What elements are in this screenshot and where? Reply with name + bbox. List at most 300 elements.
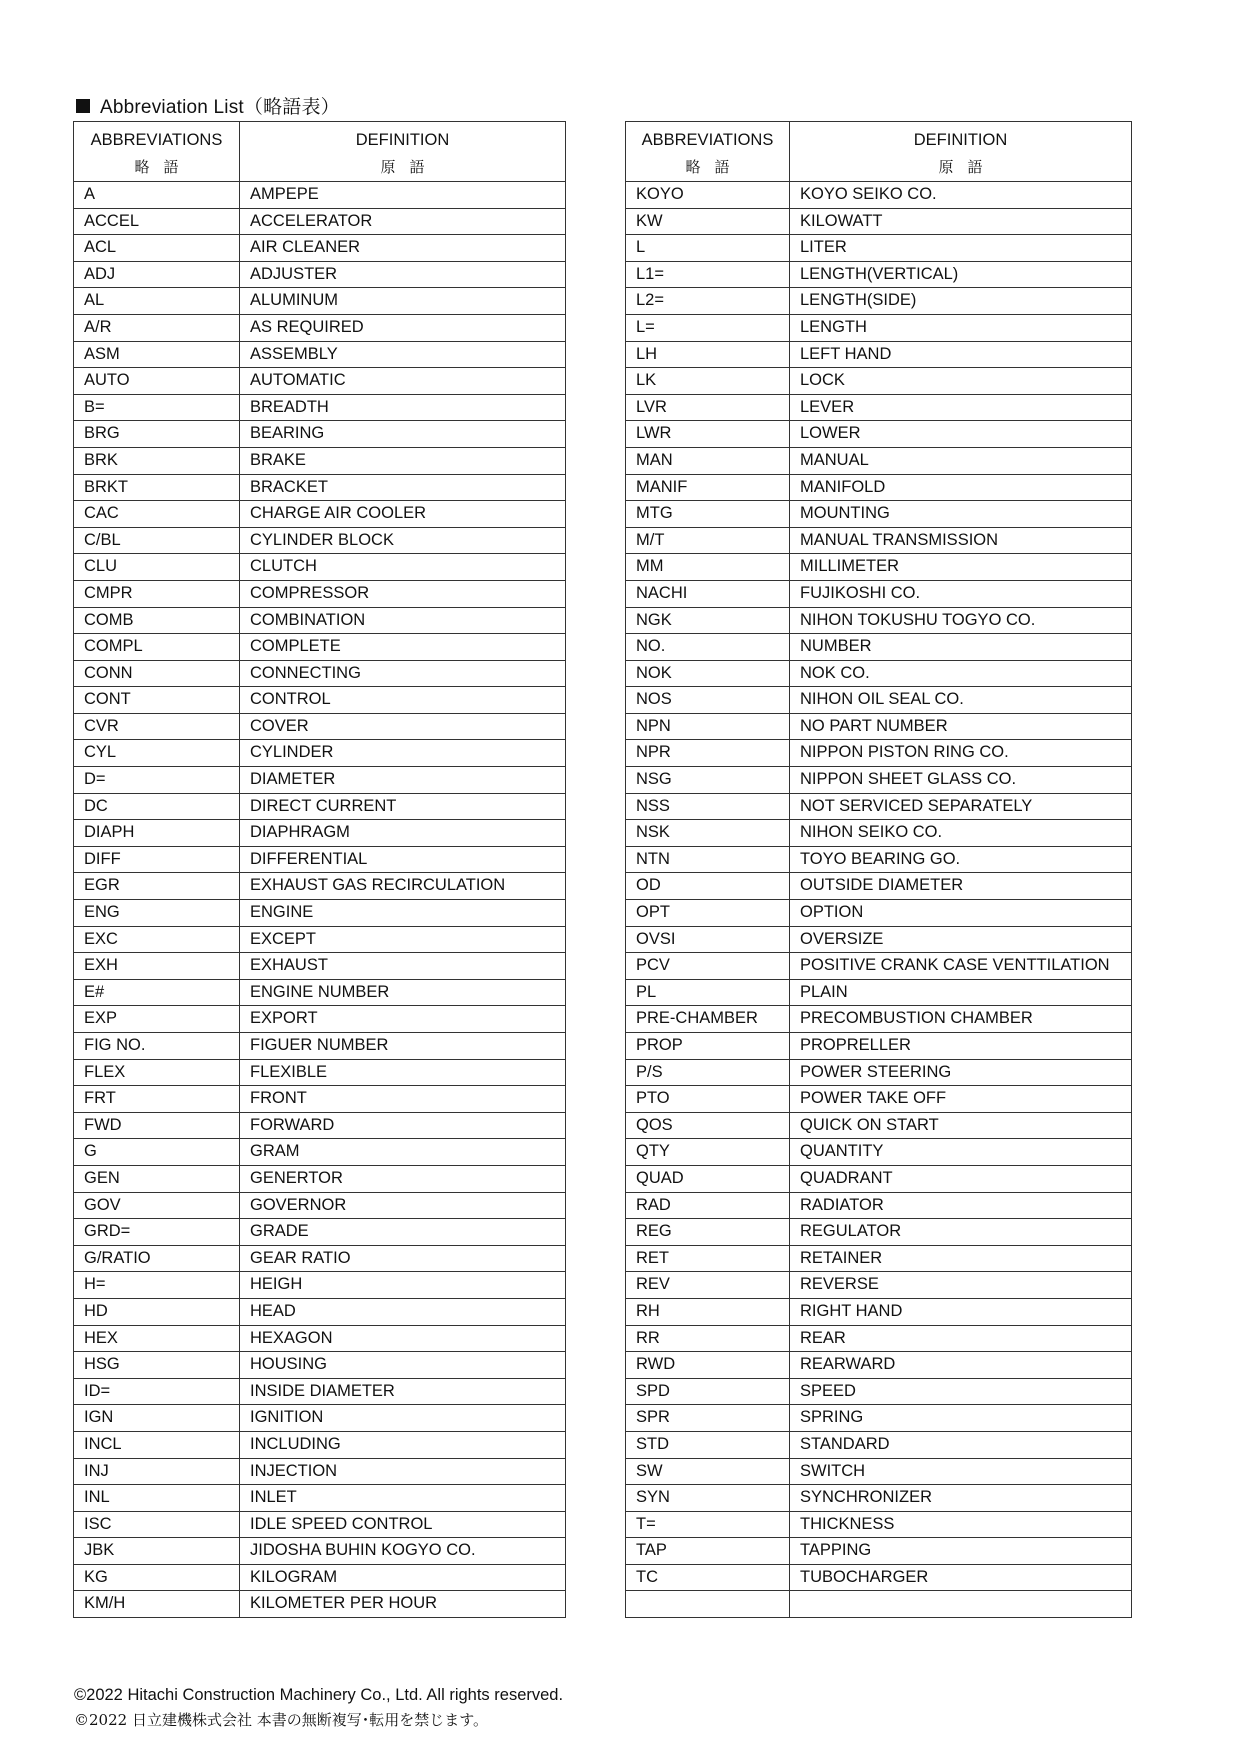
definition-cell: GRADE bbox=[240, 1219, 566, 1246]
definition-cell: LEVER bbox=[790, 394, 1132, 421]
table-row bbox=[626, 580, 1132, 607]
abbreviation-cell: ENG bbox=[74, 900, 240, 927]
abbreviation-cell: CONT bbox=[74, 687, 240, 714]
abbreviation-cell: D= bbox=[74, 767, 240, 794]
abbreviation-cell: EXH bbox=[74, 953, 240, 980]
abbreviation-cell: G bbox=[74, 1139, 240, 1166]
abbreviation-cell: NGK bbox=[626, 607, 790, 634]
abbreviation-cell: SYN bbox=[626, 1485, 790, 1512]
table-row bbox=[626, 421, 1132, 448]
definition-cell: MANUAL bbox=[790, 447, 1132, 474]
abbreviation-cell: G/RATIO bbox=[74, 1245, 240, 1272]
table-row bbox=[626, 1086, 1132, 1113]
definition-cell: FUJIKOSHI CO. bbox=[790, 580, 1132, 607]
table-row bbox=[74, 793, 566, 820]
abbreviation-cell: MM bbox=[626, 554, 790, 581]
table-row bbox=[74, 900, 566, 927]
definition-cell: SYNCHRONIZER bbox=[790, 1485, 1132, 1512]
table-row bbox=[74, 288, 566, 315]
table-row bbox=[74, 1564, 566, 1591]
abbreviation-cell: KG bbox=[74, 1564, 240, 1591]
definition-cell: MOUNTING bbox=[790, 501, 1132, 528]
table-row bbox=[74, 1298, 566, 1325]
page-title-text: Abbreviation List（略語表） bbox=[100, 97, 340, 118]
table-row bbox=[74, 687, 566, 714]
abbreviation-cell: P/S bbox=[626, 1059, 790, 1086]
square-bullet-icon bbox=[76, 99, 90, 113]
table-row bbox=[74, 1219, 566, 1246]
table-row bbox=[626, 208, 1132, 235]
definition-cell: RETAINER bbox=[790, 1245, 1132, 1272]
abbreviation-cell: L= bbox=[626, 314, 790, 341]
abbreviation-cell: ACCEL bbox=[74, 208, 240, 235]
abbreviation-cell: COMPL bbox=[74, 634, 240, 661]
abbreviation-cell: C/BL bbox=[74, 527, 240, 554]
abbreviation-cell: EXC bbox=[74, 926, 240, 953]
table-row bbox=[74, 208, 566, 235]
table-row bbox=[74, 607, 566, 634]
abbreviation-cell: NPN bbox=[626, 713, 790, 740]
definition-cell: FIGUER NUMBER bbox=[240, 1033, 566, 1060]
definition-cell: IDLE SPEED CONTROL bbox=[240, 1511, 566, 1538]
abbreviation-cell: CYL bbox=[74, 740, 240, 767]
table-row bbox=[626, 182, 1132, 209]
definition-cell: DIFFERENTIAL bbox=[240, 846, 566, 873]
definition-cell: NOK CO. bbox=[790, 660, 1132, 687]
table-row bbox=[74, 394, 566, 421]
table-row bbox=[74, 820, 566, 847]
header-definition-ja: 原語 bbox=[938, 158, 997, 177]
definition-cell: ENGINE NUMBER bbox=[240, 979, 566, 1006]
definition-cell: PRECOMBUSTION CHAMBER bbox=[790, 1006, 1132, 1033]
copyright-ja: ©2022 日立建機株式会社 本書の無断複写･転用を禁じます。 bbox=[74, 1711, 489, 1729]
definition-cell: KILOWATT bbox=[790, 208, 1132, 235]
abbreviation-cell: NACHI bbox=[626, 580, 790, 607]
abbreviation-cell: CVR bbox=[74, 713, 240, 740]
definition-cell: THICKNESS bbox=[790, 1511, 1132, 1538]
abbreviation-cell: ADJ bbox=[74, 261, 240, 288]
definition-cell: REGULATOR bbox=[790, 1219, 1132, 1246]
header-definition-en: DEFINITION bbox=[355, 130, 450, 149]
abbreviation-cell: RH bbox=[626, 1298, 790, 1325]
abbreviation-cell: NSG bbox=[626, 767, 790, 794]
abbreviation-cell: A bbox=[74, 182, 240, 209]
definition-cell: KILOMETER PER HOUR bbox=[240, 1591, 566, 1618]
definition-cell: BRAKE bbox=[240, 447, 566, 474]
definition-cell: TUBOCHARGER bbox=[790, 1564, 1132, 1591]
table-row bbox=[626, 1219, 1132, 1246]
abbreviation-cell: NOS bbox=[626, 687, 790, 714]
abbreviation-cell: M/T bbox=[626, 527, 790, 554]
definition-cell: COMPRESSOR bbox=[240, 580, 566, 607]
table-row bbox=[626, 447, 1132, 474]
definition-cell: OVERSIZE bbox=[790, 926, 1132, 953]
definition-cell: EXPORT bbox=[240, 1006, 566, 1033]
definition-cell: TOYO BEARING GO. bbox=[790, 846, 1132, 873]
table-row bbox=[626, 634, 1132, 661]
abbreviation-cell: NSK bbox=[626, 820, 790, 847]
table-row bbox=[74, 341, 566, 368]
definition-cell: CLUTCH bbox=[240, 554, 566, 581]
table-row bbox=[626, 554, 1132, 581]
table-row bbox=[626, 1458, 1132, 1485]
table-row bbox=[626, 1431, 1132, 1458]
abbreviation-cell: PTO bbox=[626, 1086, 790, 1113]
abbreviation-cell: OVSI bbox=[626, 926, 790, 953]
header-abbreviations bbox=[626, 122, 790, 182]
table-row bbox=[626, 1139, 1132, 1166]
table-row bbox=[626, 1112, 1132, 1139]
header-abbreviations-ja: 略語 bbox=[134, 158, 193, 177]
definition-cell: QUADRANT bbox=[790, 1165, 1132, 1192]
abbreviation-cell: LK bbox=[626, 368, 790, 395]
table-row bbox=[74, 953, 566, 980]
definition-cell: HEAD bbox=[240, 1298, 566, 1325]
header-definition-ja: 原語 bbox=[380, 158, 439, 177]
table-row bbox=[74, 660, 566, 687]
definition-cell: BEARING bbox=[240, 421, 566, 448]
header-definition-en: DEFINITION bbox=[913, 130, 1008, 149]
definition-cell: CYLINDER bbox=[240, 740, 566, 767]
definition-cell: NUMBER bbox=[790, 634, 1132, 661]
table-row bbox=[626, 341, 1132, 368]
definition-cell: SPRING bbox=[790, 1405, 1132, 1432]
header-abbreviations-en: ABBREVIATIONS bbox=[641, 130, 774, 149]
definition-cell: LENGTH bbox=[790, 314, 1132, 341]
definition-cell: LOWER bbox=[790, 421, 1132, 448]
table-row bbox=[626, 926, 1132, 953]
table-row bbox=[74, 873, 566, 900]
table-row bbox=[74, 767, 566, 794]
table-row bbox=[626, 1245, 1132, 1272]
table-row bbox=[626, 261, 1132, 288]
definition-cell: GEAR RATIO bbox=[240, 1245, 566, 1272]
definition-cell: SWITCH bbox=[790, 1458, 1132, 1485]
table-row bbox=[626, 1564, 1132, 1591]
table-row bbox=[74, 261, 566, 288]
table-row bbox=[74, 1538, 566, 1565]
table-row bbox=[74, 1458, 566, 1485]
table-row bbox=[626, 953, 1132, 980]
table-row bbox=[74, 447, 566, 474]
definition-cell: NIHON TOKUSHU TOGYO CO. bbox=[790, 607, 1132, 634]
abbreviation-cell: NOK bbox=[626, 660, 790, 687]
abbreviation-cell: HEX bbox=[74, 1325, 240, 1352]
definition-cell: DIAMETER bbox=[240, 767, 566, 794]
table-row bbox=[626, 1059, 1132, 1086]
abbreviation-cell: HD bbox=[74, 1298, 240, 1325]
abbreviation-cell: L1= bbox=[626, 261, 790, 288]
definition-cell bbox=[790, 1591, 1132, 1618]
definition-cell: NIPPON PISTON RING CO. bbox=[790, 740, 1132, 767]
abbreviation-cell: REG bbox=[626, 1219, 790, 1246]
definition-cell: IGNITION bbox=[240, 1405, 566, 1432]
definition-cell: GOVERNOR bbox=[240, 1192, 566, 1219]
table-row bbox=[74, 1245, 566, 1272]
abbreviation-cell: B= bbox=[74, 394, 240, 421]
abbreviation-cell: CAC bbox=[74, 501, 240, 528]
abbreviation-cell: L2= bbox=[626, 288, 790, 315]
abbreviation-cell: DC bbox=[74, 793, 240, 820]
definition-cell: OPTION bbox=[790, 900, 1132, 927]
table-row bbox=[74, 1352, 566, 1379]
table-row bbox=[74, 979, 566, 1006]
definition-cell: CYLINDER BLOCK bbox=[240, 527, 566, 554]
definition-cell: COMBINATION bbox=[240, 607, 566, 634]
definition-cell: AMPEPE bbox=[240, 182, 566, 209]
table-row bbox=[74, 1591, 566, 1618]
table-body-right bbox=[626, 182, 1132, 1618]
definition-cell: MILLIMETER bbox=[790, 554, 1132, 581]
abbreviation-cell: IGN bbox=[74, 1405, 240, 1432]
table-row bbox=[626, 288, 1132, 315]
definition-cell: FORWARD bbox=[240, 1112, 566, 1139]
table-row bbox=[626, 820, 1132, 847]
abbreviation-cell: T= bbox=[626, 1511, 790, 1538]
header-abbreviations bbox=[74, 122, 240, 182]
abbreviation-cell: QUAD bbox=[626, 1165, 790, 1192]
definition-cell: RIGHT HAND bbox=[790, 1298, 1132, 1325]
table-row bbox=[626, 979, 1132, 1006]
table-row bbox=[626, 314, 1132, 341]
abbreviation-cell: CMPR bbox=[74, 580, 240, 607]
header-abbreviations-en: ABBREVIATIONS bbox=[90, 130, 223, 149]
definition-cell: HOUSING bbox=[240, 1352, 566, 1379]
abbreviation-cell: INCL bbox=[74, 1431, 240, 1458]
table-row bbox=[626, 607, 1132, 634]
definition-cell: LEFT HAND bbox=[790, 341, 1132, 368]
table-row bbox=[626, 1006, 1132, 1033]
abbreviation-cell: EXP bbox=[74, 1006, 240, 1033]
definition-cell: INLET bbox=[240, 1485, 566, 1512]
abbreviation-cell: RR bbox=[626, 1325, 790, 1352]
table-row bbox=[74, 1272, 566, 1299]
abbreviation-cell: OD bbox=[626, 873, 790, 900]
abbreviation-cell: DIAPH bbox=[74, 820, 240, 847]
table-row bbox=[626, 846, 1132, 873]
table-header-row bbox=[626, 122, 1132, 182]
abbreviation-cell: BRKT bbox=[74, 474, 240, 501]
table-row bbox=[626, 235, 1132, 262]
abbreviation-cell: OPT bbox=[626, 900, 790, 927]
definition-cell: EXCEPT bbox=[240, 926, 566, 953]
definition-cell: COMPLETE bbox=[240, 634, 566, 661]
definition-cell: INCLUDING bbox=[240, 1431, 566, 1458]
abbreviation-cell: KW bbox=[626, 208, 790, 235]
table-row bbox=[74, 554, 566, 581]
abbreviation-cell: PROP bbox=[626, 1033, 790, 1060]
table-row bbox=[626, 1325, 1132, 1352]
definition-cell: POSITIVE CRANK CASE VENTTILATION bbox=[790, 953, 1132, 980]
definition-cell: REVERSE bbox=[790, 1272, 1132, 1299]
table-row bbox=[74, 368, 566, 395]
abbreviation-cell: NO. bbox=[626, 634, 790, 661]
table-row bbox=[74, 1378, 566, 1405]
table-row bbox=[626, 527, 1132, 554]
abbreviation-cell: MTG bbox=[626, 501, 790, 528]
abbreviation-cell: ISC bbox=[74, 1511, 240, 1538]
abbreviation-cell: A/R bbox=[74, 314, 240, 341]
table-row bbox=[626, 900, 1132, 927]
table-row bbox=[626, 474, 1132, 501]
copyright-en: ©2022 Hitachi Construction Machinery Co., Ltd. All rights reserved. bbox=[74, 1686, 564, 1704]
table-row bbox=[626, 873, 1132, 900]
definition-cell: HEIGH bbox=[240, 1272, 566, 1299]
table-row bbox=[626, 660, 1132, 687]
definition-cell: DIAPHRAGM bbox=[240, 820, 566, 847]
abbreviation-cell: MANIF bbox=[626, 474, 790, 501]
table-row bbox=[626, 501, 1132, 528]
abbreviation-cell: BRG bbox=[74, 421, 240, 448]
table-row bbox=[74, 1431, 566, 1458]
abbreviation-cell: NSS bbox=[626, 793, 790, 820]
abbreviation-cell: HSG bbox=[74, 1352, 240, 1379]
table-row bbox=[626, 1538, 1132, 1565]
definition-cell: AIR CLEANER bbox=[240, 235, 566, 262]
table-row bbox=[74, 1192, 566, 1219]
table-row bbox=[74, 235, 566, 262]
definition-cell: LITER bbox=[790, 235, 1132, 262]
definition-cell: CONNECTING bbox=[240, 660, 566, 687]
definition-cell: NO PART NUMBER bbox=[790, 713, 1132, 740]
page-title bbox=[76, 92, 340, 119]
table-row bbox=[74, 1086, 566, 1113]
table-row bbox=[74, 1033, 566, 1060]
abbreviation-cell bbox=[626, 1591, 790, 1618]
definition-cell: AUTOMATIC bbox=[240, 368, 566, 395]
abbreviation-cell: AUTO bbox=[74, 368, 240, 395]
definition-cell: LENGTH(VERTICAL) bbox=[790, 261, 1132, 288]
abbreviation-cell: L bbox=[626, 235, 790, 262]
abbreviation-cell: CONN bbox=[74, 660, 240, 687]
abbreviation-cell: REV bbox=[626, 1272, 790, 1299]
table-row bbox=[74, 421, 566, 448]
abbreviation-cell: MAN bbox=[626, 447, 790, 474]
table-row bbox=[74, 1006, 566, 1033]
definition-cell: REAR bbox=[790, 1325, 1132, 1352]
abbreviation-cell: QTY bbox=[626, 1139, 790, 1166]
definition-cell: LOCK bbox=[790, 368, 1132, 395]
abbreviation-cell: GOV bbox=[74, 1192, 240, 1219]
definition-cell: RADIATOR bbox=[790, 1192, 1132, 1219]
abbreviation-cell: QOS bbox=[626, 1112, 790, 1139]
abbreviation-cell: H= bbox=[74, 1272, 240, 1299]
table-row bbox=[626, 394, 1132, 421]
table-row bbox=[74, 501, 566, 528]
table-body-left bbox=[74, 182, 566, 1618]
table-row bbox=[74, 314, 566, 341]
abbreviation-cell: GRD= bbox=[74, 1219, 240, 1246]
definition-cell: NOT SERVICED SEPARATELY bbox=[790, 793, 1132, 820]
header-definition bbox=[790, 122, 1132, 182]
definition-cell: NIHON OIL SEAL CO. bbox=[790, 687, 1132, 714]
table-row bbox=[626, 740, 1132, 767]
abbreviation-cell: CLU bbox=[74, 554, 240, 581]
definition-cell: SPEED bbox=[790, 1378, 1132, 1405]
abbreviation-cell: PRE-CHAMBER bbox=[626, 1006, 790, 1033]
abbreviation-cell: ID= bbox=[74, 1378, 240, 1405]
abbreviation-cell: TC bbox=[626, 1564, 790, 1591]
table-row bbox=[626, 713, 1132, 740]
definition-cell: KILOGRAM bbox=[240, 1564, 566, 1591]
abbreviation-cell: SPR bbox=[626, 1405, 790, 1432]
abbreviation-cell: GEN bbox=[74, 1165, 240, 1192]
definition-cell: GENERTOR bbox=[240, 1165, 566, 1192]
abbreviation-cell: KM/H bbox=[74, 1591, 240, 1618]
definition-cell: NIHON SEIKO CO. bbox=[790, 820, 1132, 847]
table-row bbox=[626, 1033, 1132, 1060]
definition-cell: ASSEMBLY bbox=[240, 341, 566, 368]
definition-cell: POWER STEERING bbox=[790, 1059, 1132, 1086]
definition-cell: ENGINE bbox=[240, 900, 566, 927]
table-row bbox=[626, 1298, 1132, 1325]
abbreviation-cell: BRK bbox=[74, 447, 240, 474]
table-row bbox=[74, 1139, 566, 1166]
table-row bbox=[74, 474, 566, 501]
abbreviation-cell: JBK bbox=[74, 1538, 240, 1565]
abbreviation-cell: SW bbox=[626, 1458, 790, 1485]
definition-cell: EXHAUST bbox=[240, 953, 566, 980]
definition-cell: ALUMINUM bbox=[240, 288, 566, 315]
abbreviation-cell: EGR bbox=[74, 873, 240, 900]
table-row bbox=[74, 527, 566, 554]
definition-cell: BREADTH bbox=[240, 394, 566, 421]
abbreviation-cell: SPD bbox=[626, 1378, 790, 1405]
abbreviation-cell: PL bbox=[626, 979, 790, 1006]
header-abbreviations-ja: 略語 bbox=[685, 158, 744, 177]
definition-cell: MANUAL TRANSMISSION bbox=[790, 527, 1132, 554]
table-row bbox=[626, 1591, 1132, 1618]
table-row bbox=[626, 1272, 1132, 1299]
table-row bbox=[74, 1059, 566, 1086]
table-row bbox=[74, 1112, 566, 1139]
definition-cell: STANDARD bbox=[790, 1431, 1132, 1458]
abbreviation-cell: NTN bbox=[626, 846, 790, 873]
definition-cell: ADJUSTER bbox=[240, 261, 566, 288]
table-row bbox=[626, 1352, 1132, 1379]
abbreviation-cell: FIG NO. bbox=[74, 1033, 240, 1060]
abbreviation-cell: STD bbox=[626, 1431, 790, 1458]
table-row bbox=[74, 1165, 566, 1192]
table-row bbox=[74, 713, 566, 740]
table-row bbox=[74, 580, 566, 607]
table-row bbox=[626, 1378, 1132, 1405]
definition-cell: FRONT bbox=[240, 1086, 566, 1113]
table-row bbox=[74, 926, 566, 953]
table-row bbox=[74, 1485, 566, 1512]
definition-cell: ACCELERATOR bbox=[240, 208, 566, 235]
table-row bbox=[74, 740, 566, 767]
abbreviation-table-left bbox=[73, 121, 566, 1618]
abbreviation-cell: KOYO bbox=[626, 182, 790, 209]
definition-cell: INSIDE DIAMETER bbox=[240, 1378, 566, 1405]
definition-cell: EXHAUST GAS RECIRCULATION bbox=[240, 873, 566, 900]
abbreviation-cell: LH bbox=[626, 341, 790, 368]
abbreviation-cell: LWR bbox=[626, 421, 790, 448]
table-row bbox=[626, 1165, 1132, 1192]
definition-cell: BRACKET bbox=[240, 474, 566, 501]
abbreviation-cell: COMB bbox=[74, 607, 240, 634]
definition-cell: JIDOSHA BUHIN KOGYO CO. bbox=[240, 1538, 566, 1565]
table-row bbox=[626, 1405, 1132, 1432]
abbreviation-cell: PCV bbox=[626, 953, 790, 980]
abbreviation-cell: RAD bbox=[626, 1192, 790, 1219]
abbreviation-cell: DIFF bbox=[74, 846, 240, 873]
abbreviation-cell: ACL bbox=[74, 235, 240, 262]
abbreviation-cell: FWD bbox=[74, 1112, 240, 1139]
table-row bbox=[626, 687, 1132, 714]
table-header-row bbox=[74, 122, 566, 182]
